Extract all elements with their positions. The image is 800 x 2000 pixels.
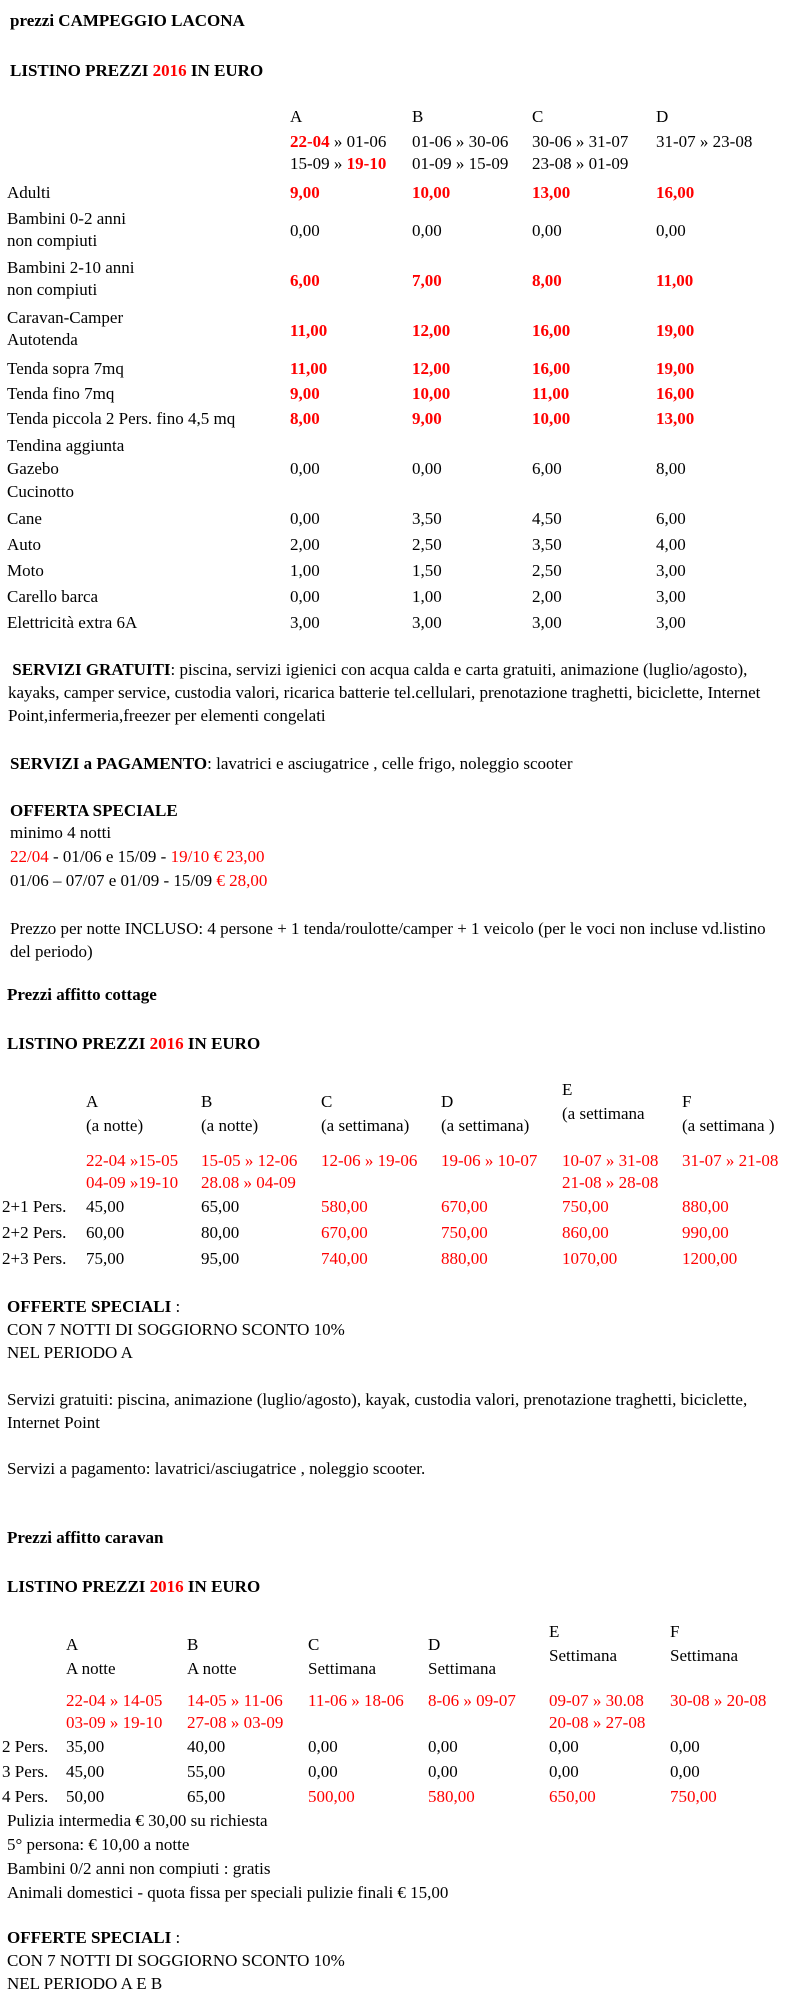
cottage-cell: 750,00: [441, 1223, 488, 1242]
cottage-col-header: [86, 1090, 143, 1138]
caravan-offerte-line: CON 7 NOTTI DI SOGGIORNO SCONTO 10%: [7, 1951, 345, 1970]
col-sub: Settimana: [428, 1659, 496, 1678]
camping-cell: 19,00: [656, 359, 695, 378]
camping-cell: 1,00: [412, 587, 442, 606]
camping-cell: 1,00: [290, 561, 320, 580]
caravan-cell: 750,00: [670, 1787, 717, 1806]
camping-cell: 0,00: [412, 459, 442, 478]
col-letter-a: A: [290, 107, 303, 126]
cottage-listino-title: [7, 1033, 260, 1054]
date-range: 30-08 » 20-08: [670, 1691, 767, 1710]
date-range: 27-08 » 03-09: [187, 1713, 284, 1732]
camping-cell: 3,00: [532, 613, 562, 632]
col-letter: F: [670, 1622, 680, 1641]
cottage-col-dates: [201, 1150, 297, 1194]
camping-cell: 0,00: [656, 221, 686, 240]
cottage-row-label: 2+3 Pers.: [2, 1249, 67, 1268]
caravan-col-header: [187, 1633, 237, 1681]
camping-row-label: Carello barca: [7, 587, 99, 606]
camping-cell: 6,00: [290, 271, 320, 290]
caravan-col-header: [670, 1620, 738, 1668]
offerta-text: 01/06 – 07/07 e 01/09 - 15/09: [10, 871, 217, 890]
cottage-cell: 880,00: [682, 1197, 729, 1216]
cottage-cell: 860,00: [562, 1223, 609, 1242]
caravan-cell: 0,00: [670, 1762, 700, 1781]
col-sub: Settimana: [549, 1646, 617, 1665]
cottage-cell: 990,00: [682, 1223, 729, 1242]
camping-cell: 8,00: [532, 271, 562, 290]
caravan-cell: 0,00: [670, 1737, 700, 1756]
listino-year: 2016: [152, 61, 187, 80]
caravan-note: 5° persona: € 10,00 a notte: [7, 1835, 190, 1854]
col-sub: A notte: [66, 1659, 116, 1678]
camping-cell: 16,00: [656, 384, 695, 403]
date-range: 31-07 » 21-08: [682, 1151, 779, 1170]
listino-post: IN EURO: [183, 1034, 261, 1053]
cottage-col-header: [201, 1090, 258, 1138]
camping-row-label: Elettricità extra 6A: [7, 613, 138, 632]
col-letter: A: [86, 1092, 99, 1111]
offerta-price: € 28,00: [216, 871, 268, 890]
col-letter: A: [66, 1635, 79, 1654]
offerte-title: OFFERTE SPECIALI: [7, 1928, 172, 1947]
caravan-note: Animali domestici - quota fissa per speciali pulizie finali € 15,00: [7, 1883, 449, 1902]
offerta-date: 19/10 €: [170, 847, 227, 866]
camping-cell: 3,00: [290, 613, 320, 632]
cottage-cell: 750,00: [562, 1197, 609, 1216]
caravan-cell: 0,00: [428, 1737, 458, 1756]
camping-row-label: Tenda sopra 7mq: [7, 359, 124, 378]
caravan-cell: 580,00: [428, 1787, 475, 1806]
caravan-cell: 0,00: [549, 1737, 579, 1756]
caravan-col-dates: [308, 1690, 404, 1712]
cottage-offerte-line: CON 7 NOTTI DI SOGGIORNO SCONTO 10%: [7, 1320, 345, 1339]
caravan-cell: 0,00: [428, 1762, 458, 1781]
camping-cell: 3,50: [412, 509, 442, 528]
camping-cell: 3,00: [412, 613, 442, 632]
col-sub: (a settimana): [441, 1116, 530, 1135]
caravan-note: Bambini 0/2 anni non compiuti : gratis: [7, 1859, 271, 1878]
camping-cell: 13,00: [656, 409, 695, 428]
col-sub: Settimana: [670, 1646, 738, 1665]
date-range: 11-06 » 18-06: [308, 1691, 404, 1710]
camping-row-label: Bambini 2-10 anni non compiuti: [7, 258, 135, 299]
cottage-cell: 75,00: [86, 1249, 125, 1268]
col-period1-a: [290, 131, 386, 152]
camping-cell: 10,00: [412, 183, 451, 202]
camping-cell: 10,00: [412, 384, 451, 403]
caravan-col-header: [308, 1633, 376, 1681]
col-sub: A notte: [187, 1659, 237, 1678]
cottage-offerte-line: NEL PERIODO A: [7, 1343, 133, 1362]
servizi-gratuiti-text: : piscina, servizi igienici con acqua calda e carta gratuiti, animazione (luglio/agosto), kayaks, camper service, custodia valori, ricarica batterie tel.cellulari, prenotazione traghetti, biciclette, Internet Point,infermeria,freezer per elementi congelati: [8, 660, 761, 725]
camping-cell: 6,00: [656, 509, 686, 528]
date-range: 19-06 » 10-07: [441, 1151, 538, 1170]
camping-row-label: Bambini 0-2 anni non compiuti: [7, 209, 126, 250]
col-letter: C: [308, 1635, 320, 1654]
date-range: 04-09 »19-10: [86, 1173, 179, 1192]
caravan-col-dates: [187, 1690, 283, 1734]
camping-cell: 2,00: [532, 587, 562, 606]
cottage-offerte-title: [7, 1296, 180, 1317]
caravan-cell: 55,00: [187, 1762, 226, 1781]
cottage-header: Prezzi affitto cottage: [7, 985, 157, 1004]
cottage-cell: 740,00: [321, 1249, 368, 1268]
period-start: 15-09 »: [290, 154, 347, 173]
camping-header: prezzi CAMPEGGIO LACONA: [10, 11, 245, 30]
prezzo-incluso-note: Prezzo per notte INCLUSO: 4 persone + 1 tenda/roulotte/camper + 1 veicolo (per le voci non incluse vd.listino del periodo): [10, 919, 766, 961]
caravan-cell: 45,00: [66, 1762, 105, 1781]
col-sub: (a settimana ): [682, 1116, 775, 1135]
camping-cell: 2,00: [290, 535, 320, 554]
cottage-cell: 1070,00: [562, 1249, 618, 1268]
col-letter-d: D: [656, 107, 669, 126]
camping-cell: 4,00: [656, 535, 686, 554]
col-sub: Settimana: [308, 1659, 376, 1678]
offerta-minimo: minimo 4 notti: [10, 823, 112, 842]
caravan-row-label: 2 Pers.: [2, 1737, 49, 1756]
date-range: 14-05 » 11-06: [187, 1691, 283, 1710]
caravan-cell: 650,00: [549, 1787, 596, 1806]
cottage-col-dates: [86, 1150, 178, 1194]
col-sub: (a notte): [201, 1116, 259, 1135]
offerta-price: 23,00: [226, 847, 265, 866]
cottage-cell: 670,00: [321, 1223, 368, 1242]
offerta-text: - 01/06 e 15/09 -: [48, 847, 171, 866]
cottage-col-header: [321, 1090, 409, 1138]
cottage-cell: 60,00: [86, 1223, 125, 1242]
offerta-date: 22/04: [10, 847, 49, 866]
camping-servizi-gratuiti: [8, 658, 798, 727]
camping-cell: 1,50: [412, 561, 442, 580]
caravan-listino-title: [7, 1576, 260, 1597]
col-period2-a: [290, 153, 386, 174]
caravan-col-dates: [549, 1690, 645, 1734]
camping-row-label: Auto: [7, 535, 41, 554]
caravan-col-dates: [66, 1690, 162, 1734]
camping-row-label: Tenda piccola 2 Pers. fino 4,5 mq: [7, 409, 236, 428]
date-range: 03-09 » 19-10: [66, 1713, 163, 1732]
col-letter: D: [428, 1635, 441, 1654]
cottage-col-dates: [562, 1150, 658, 1194]
listino-post: IN EURO: [186, 61, 264, 80]
col-period1-b: 01-06 » 30-06: [412, 132, 509, 151]
camping-cell: 4,50: [532, 509, 562, 528]
date-range: 09-07 » 30.08: [549, 1691, 644, 1710]
cottage-row-label: 2+1 Pers.: [2, 1197, 67, 1216]
col-period1-d: 31-07 » 23-08: [656, 132, 753, 151]
listino-year: 2016: [149, 1577, 184, 1596]
camping-cell: 8,00: [656, 459, 686, 478]
cottage-cell: 670,00: [441, 1197, 488, 1216]
camping-cell: 16,00: [532, 321, 571, 340]
camping-cell: 13,00: [532, 183, 571, 202]
caravan-cell: 35,00: [66, 1737, 105, 1756]
listino-post: IN EURO: [183, 1577, 261, 1596]
col-letter: E: [549, 1622, 560, 1641]
col-sub: (a notte): [86, 1116, 144, 1135]
camping-row-label: Tenda fino 7mq: [7, 384, 115, 403]
caravan-offerte-title: [7, 1927, 180, 1948]
caravan-col-header: [66, 1633, 116, 1681]
cottage-servizi-gratuiti: Servizi gratuiti: piscina, animazione (luglio/agosto), kayak, custodia valori, prenotazione traghetti, biciclette, Internet Point: [7, 1390, 748, 1432]
date-range: 22-04 » 14-05: [66, 1691, 163, 1710]
camping-row-label: Cane: [7, 509, 42, 528]
caravan-cell: 500,00: [308, 1787, 355, 1806]
listino-pre: LISTINO PREZZI: [7, 1577, 150, 1596]
caravan-cell: 0,00: [549, 1762, 579, 1781]
camping-cell: 11,00: [290, 321, 328, 340]
camping-cell: 0,00: [532, 221, 562, 240]
camping-cell: 0,00: [290, 459, 320, 478]
col-letter: D: [441, 1092, 454, 1111]
caravan-cell: 0,00: [308, 1737, 338, 1756]
camping-cell: 16,00: [532, 359, 571, 378]
date-range: 20-08 » 27-08: [549, 1713, 646, 1732]
camping-servizi-pagamento: [10, 753, 572, 774]
caravan-row-label: 4 Pers.: [2, 1787, 49, 1806]
cottage-col-header: [562, 1078, 645, 1126]
col-period2-b: 01-09 » 15-09: [412, 154, 509, 173]
listino-pre: LISTINO PREZZI: [10, 61, 153, 80]
cottage-cell: 580,00: [321, 1197, 368, 1216]
caravan-offerte-line: NEL PERIODO A E B: [7, 1974, 163, 1993]
date-range: 12-06 » 19-06: [321, 1151, 418, 1170]
listino-year: 2016: [149, 1034, 184, 1053]
camping-cell: 3,00: [656, 587, 686, 606]
offerta-speciale-title: OFFERTA SPECIALE: [10, 801, 178, 820]
col-sub: (a settimana): [321, 1116, 410, 1135]
col-letter: B: [201, 1092, 213, 1111]
cottage-cell: 880,00: [441, 1249, 488, 1268]
camping-cell: 0,00: [290, 509, 320, 528]
camping-cell: 7,00: [412, 271, 442, 290]
camping-cell: 19,00: [656, 321, 695, 340]
col-period2-c: 23-08 » 01-09: [532, 154, 629, 173]
camping-cell: 9,00: [290, 183, 320, 202]
cottage-cell: 1200,00: [682, 1249, 738, 1268]
camping-cell: 0,00: [412, 221, 442, 240]
caravan-note: Pulizia intermedia € 30,00 su richiesta: [7, 1811, 268, 1830]
col-letter: E: [562, 1080, 573, 1099]
cottage-col-header: [441, 1090, 529, 1138]
period-end: » 01-06: [329, 132, 387, 151]
cottage-col-dates: [682, 1150, 778, 1172]
caravan-cell: 50,00: [66, 1787, 105, 1806]
col-letter: F: [682, 1092, 692, 1111]
camping-row-label: Tendina aggiunta Gazebo Cucinotto: [7, 436, 125, 501]
camping-cell: 12,00: [412, 359, 451, 378]
cottage-cell: 65,00: [201, 1197, 240, 1216]
caravan-col-header: [549, 1620, 617, 1668]
listino-pre: LISTINO PREZZI: [7, 1034, 150, 1053]
camping-listino-title: [10, 60, 263, 81]
cottage-row-label: 2+2 Pers.: [2, 1223, 67, 1242]
camping-cell: 11,00: [532, 384, 570, 403]
offerta-line-2: [10, 870, 267, 891]
col-period1-c: 30-06 » 31-07: [532, 132, 629, 151]
offerta-line-1: [10, 846, 265, 867]
camping-cell: 11,00: [290, 359, 328, 378]
col-letter: B: [187, 1635, 199, 1654]
camping-cell: 3,00: [656, 613, 686, 632]
period-start: 22-04: [290, 132, 330, 151]
caravan-col-dates: [670, 1690, 766, 1712]
caravan-cell: 0,00: [308, 1762, 338, 1781]
camping-cell: 11,00: [656, 271, 694, 290]
cottage-cell: 95,00: [201, 1249, 240, 1268]
camping-row-label: Moto: [7, 561, 44, 580]
date-range: 22-04 »15-05: [86, 1151, 179, 1170]
camping-cell: 9,00: [412, 409, 442, 428]
servizi-pagamento-text: : lavatrici e asciugatrice , celle frigo, noleggio scooter: [207, 754, 573, 773]
date-range: 8-06 » 09-07: [428, 1691, 516, 1710]
camping-row-label: Adulti: [7, 183, 51, 202]
camping-row-label: Caravan-Camper Autotenda: [7, 308, 124, 349]
caravan-header: Prezzi affitto caravan: [7, 1528, 164, 1547]
date-range: 15-05 » 12-06: [201, 1151, 298, 1170]
cottage-servizi-pagamento: Servizi a pagamento: lavatrici/asciugatrice , noleggio scooter.: [7, 1459, 426, 1478]
camping-cell: 10,00: [532, 409, 571, 428]
col-letter-c: C: [532, 107, 544, 126]
camping-cell: 0,00: [290, 221, 320, 240]
camping-cell: 6,00: [532, 459, 562, 478]
camping-cell: 2,50: [532, 561, 562, 580]
caravan-col-dates: [428, 1690, 516, 1712]
cottage-col-header: [682, 1090, 775, 1138]
col-letter: C: [321, 1092, 333, 1111]
date-range: 28.08 » 04-09: [201, 1173, 296, 1192]
period-end: 19-10: [346, 154, 387, 173]
camping-cell: 3,00: [656, 561, 686, 580]
caravan-row-label: 3 Pers.: [2, 1762, 49, 1781]
cottage-col-dates: [441, 1150, 537, 1172]
col-letter-b: B: [412, 107, 424, 126]
caravan-cell: 65,00: [187, 1787, 226, 1806]
offerte-colon: :: [171, 1928, 181, 1947]
camping-cell: 0,00: [290, 587, 320, 606]
cottage-col-dates: [321, 1150, 417, 1172]
camping-cell: 12,00: [412, 321, 451, 340]
offerte-title: OFFERTE SPECIALI: [7, 1297, 172, 1316]
caravan-col-header: [428, 1633, 496, 1681]
camping-cell: 16,00: [656, 183, 695, 202]
date-range: 10-07 » 31-08: [562, 1151, 659, 1170]
col-sub: (a settimana: [562, 1104, 645, 1123]
camping-cell: 8,00: [290, 409, 320, 428]
camping-cell: 3,50: [532, 535, 562, 554]
caravan-cell: 40,00: [187, 1737, 226, 1756]
servizi-gratuiti-label: SERVIZI GRATUITI: [12, 660, 171, 679]
offerte-colon: :: [171, 1297, 181, 1316]
cottage-cell: 80,00: [201, 1223, 240, 1242]
servizi-pagamento-label: SERVIZI a PAGAMENTO: [10, 754, 208, 773]
camping-cell: 9,00: [290, 384, 320, 403]
camping-cell: 2,50: [412, 535, 442, 554]
date-range: 21-08 » 28-08: [562, 1173, 659, 1192]
cottage-cell: 45,00: [86, 1197, 125, 1216]
